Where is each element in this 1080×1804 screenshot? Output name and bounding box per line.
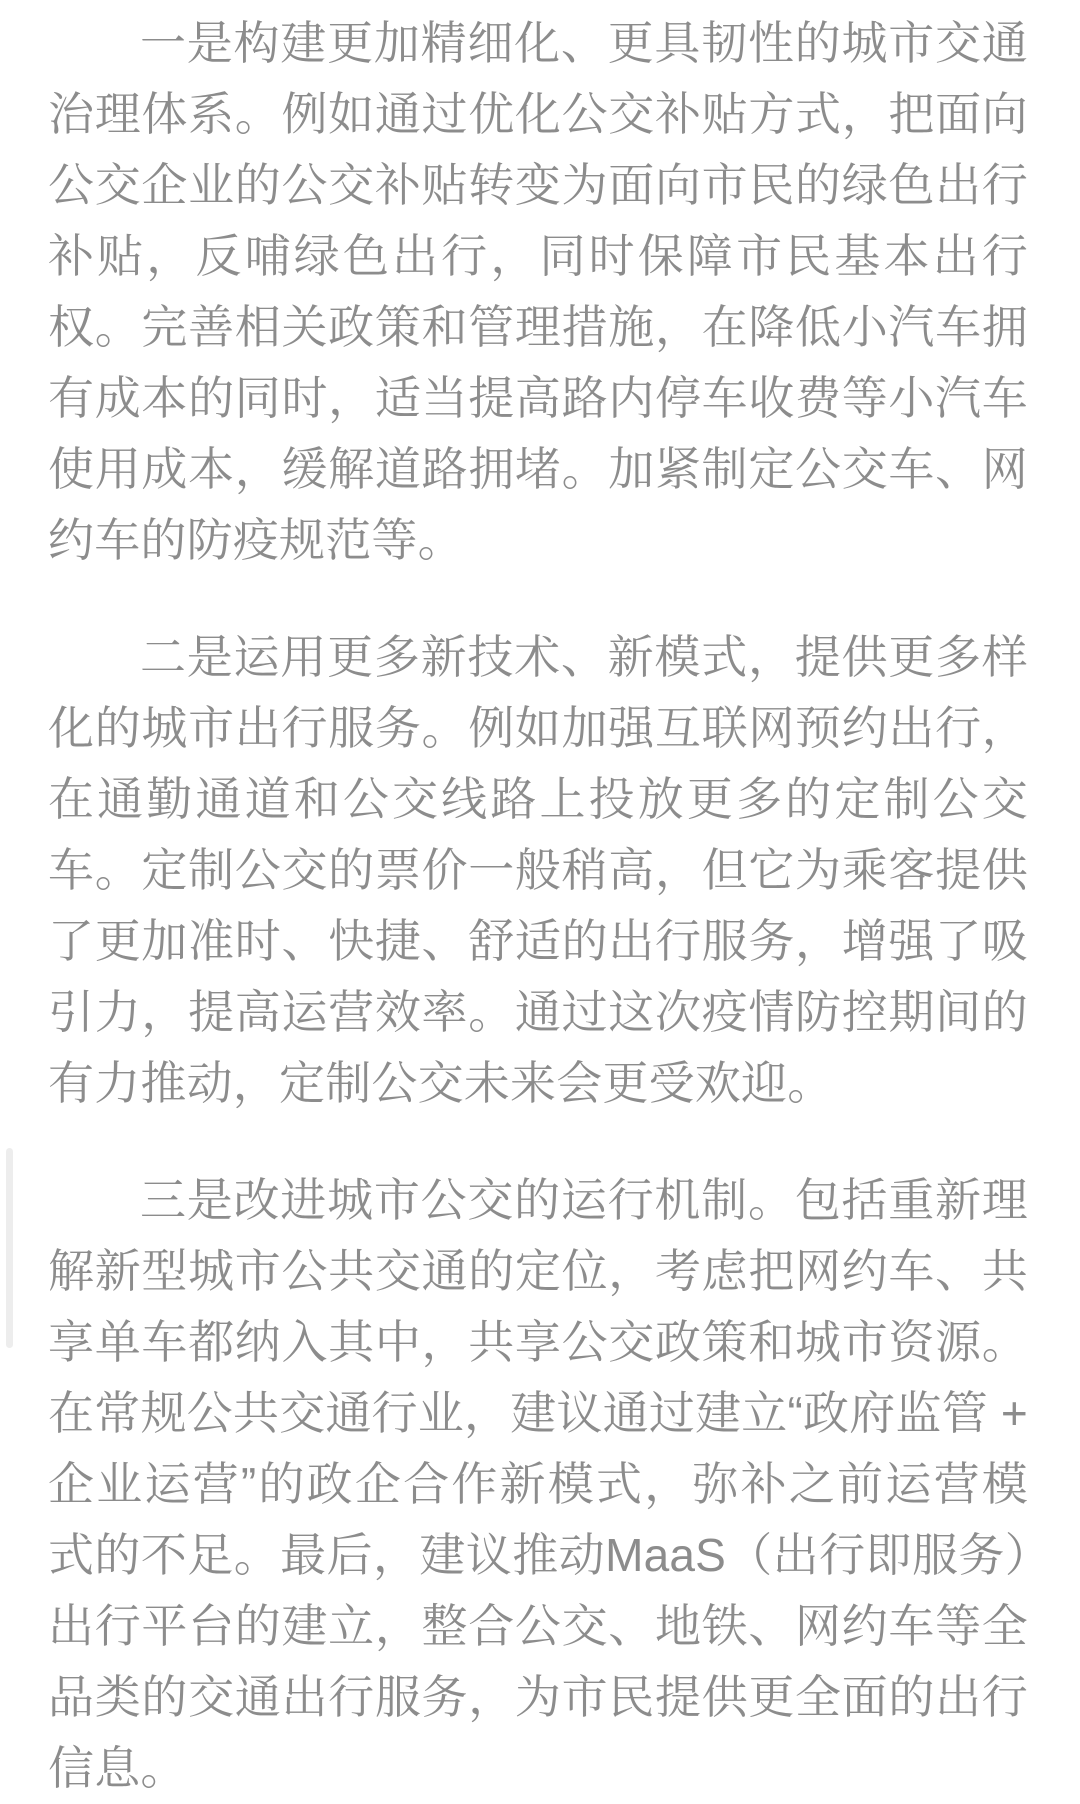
article-body: [48, 0, 1028, 1804]
paragraph-2: 二是运用更多新技术、新模式，提供更多样化的城市出行服务。例如加强互联网预约出行，在通勤通道和公交线路上投放更多的定制公交车。定制公交的票价一般稍高，但它为乘客提供了更加准时、快捷、舒适的出行服务，增强了吸引力，提高运营效率。通过这次疫情防控期间的有力推动，定制公交未来会更受欢迎。: [48, 631, 1028, 1109]
paragraph-3: 三是改进城市公交的运行机制。包括重新理解新型城市公共交通的定位，考虑把网约车、共享单车都纳入其中，共享公交政策和城市资源。在常规公共交通行业，建议通过建立“政府监管 + 企业运营”的政企合作新模式，弥补之前运营模式的不足。最后，建议推动MaaS（出行即服务）出行平台的建立，整合公交、地铁、网约车等全品类的交通出行服务，为市民提供更全面的出行信息。: [48, 1174, 1028, 1794]
paragraph-1: 一是构建更加精细化、更具韧性的城市交通治理体系。例如通过优化公交补贴方式，把面向公交企业的公交补贴转变为面向市民的绿色出行补贴，反哺绿色出行，同时保障市民基本出行权。完善相关政策和管理措施，在降低小汽车拥有成本的同时，适当提高路内停车收费等小汽车使用成本，缓解道路拥堵。加紧制定公交车、网约车的防疫规范等。: [48, 17, 1028, 566]
scroll-indicator[interactable]: [6, 1148, 13, 1348]
